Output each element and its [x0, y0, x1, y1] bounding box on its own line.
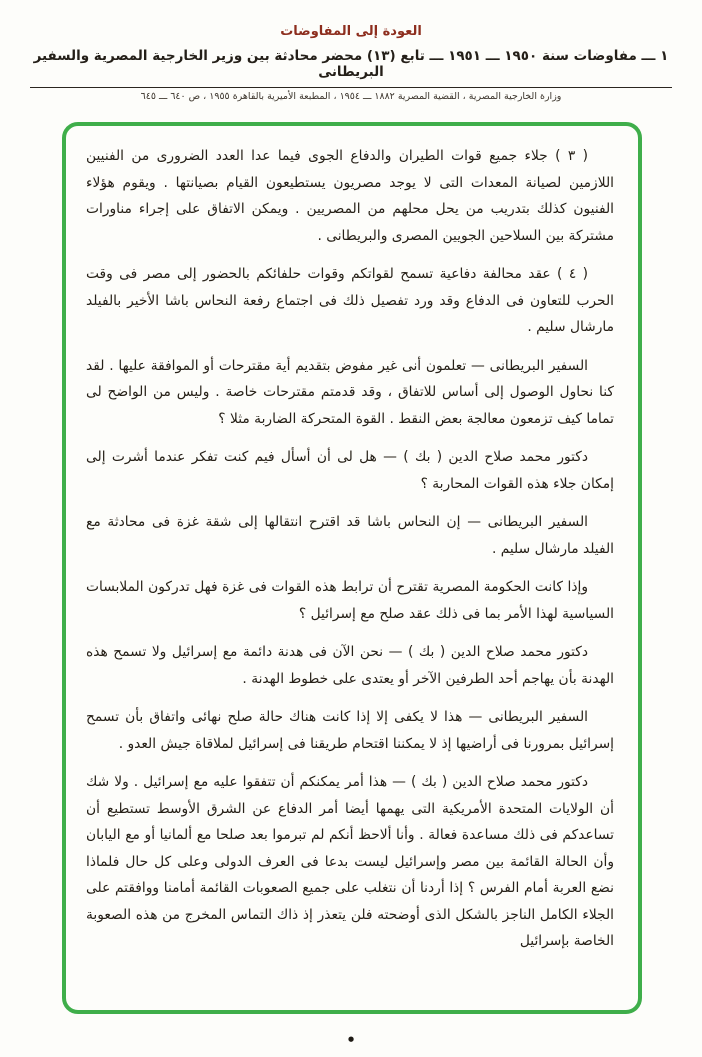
paragraph-clause-3: ( ٣ ) جلاء جميع قوات الطيران والدفاع الجوى فيما عدا العدد الضرورى من الفنيين اللازمين لصيانة المعدات التى لا يوجد مصريون يستطيعون القيام بصيانتها . ويقوم هؤلاء الفنيون كذلك بتدريب من يحل محلهم من المصريين . ويمكن الاتفاق على إجراء مناورات مشتركة بين السلاحين الجويين المصرى والبريطانى . [86, 148, 614, 244]
source-citation: وزارة الخارجية المصرية ، القضية المصرية ١٨٨٢ ـــ ١٩٥٤ ، المطبعة الأميرية بالقاهرة ١٩٥٥ ، ص ٦٤٠ ـــ ٦٤٥ [140, 91, 562, 102]
document-heading: ١ ـــ مفاوضات سنة ١٩٥٠ ـــ ١٩٥١ ـــ تابع (١٣) محضر محادثة بين وزير الخارجية المصرية والسفير البريطانى [33, 48, 669, 80]
page-footer-marker: • [346, 1031, 356, 1049]
paragraph-dr-salah-eldin-2: دكتور محمد صلاح الدين ( بك ) — نحن الآن فى هدنة دائمة مع إسرائيل ولا تسمح هذه الهدنة بأن يهاجم أحد الطرفين الآخر أو يعتدى على خطوط الهدنة . [86, 644, 614, 687]
paragraph-british-ambassador-2: السفير البريطانى — إن النحاس باشا قد اقترح انتقالها إلى شقة غزة فى محادثة مع الفيلد مارشال سليم . [86, 514, 614, 557]
paragraph-british-ambassador-1: السفير البريطانى — تعلمون أنى غير مفوض بتقديم أية مقترحات أو الموافقة عليها . لقد كنا نحاول الوصول إلى أساس للاتفاق ، وقد قدمتم مقترحات خاصة . وليس من الواضح لى تماما كيف تزمعون معالجة بعض النقط . القوة المتحركة الضاربة مثلا ؟ [86, 357, 614, 427]
green-border-frame [62, 122, 642, 1014]
paragraph-dr-salah-eldin-1: دكتور محمد صلاح الدين ( بك ) — هل لى أن أسأل فيم كنت تفكر عندما أشرت إلى إمكان جلاء هذه القوات المحاربة ؟ [86, 449, 614, 492]
paragraph-dr-salah-eldin-3: دكتور محمد صلاح الدين ( بك ) — هذا أمر يمكنكم أن تتفقوا عليه مع إسرائيل . ولا شك أن الولايات المتحدة الأمريكية التى يهمها أيضا أمر الدفاع عن الشرق الأوسط تستطيع أن تساعدكم فى ذلك مساعدة فعالة . وأنا ألاحظ أنكم لم تبرموا بعد صلحا مع ألمانيا أو مع اليابان وأن الحالة القائمة بين مصر وإسرائيل ليست بدعا فى العرف الدولى وعلى كل حال فلماذا نضع العربة أمام الفرس ؟ إذا أردنا أن نتغلب على جميع الصعوبات القائمة أمامنا ووافقتم على الجلاء الكامل الناجز بالشكل الذى أوضحته فلن يتعذر إذ ذاك التماس المخرج من هذه الصعوبة الخاصة بإسرائيل [86, 774, 614, 949]
page-title: العودة إلى المفاوضات [280, 24, 422, 39]
paragraph-british-ambassador-3: السفير البريطانى — هذا لا يكفى إلا إذا كانت هناك حالة صلح نهائى واتفاق بأن تسمح إسرائيل بمرورنا فى أراضيها إذ لا يمكننا اقتحام طريقنا فى إسرائيل لملاقاة جيش العدو . [86, 709, 614, 752]
paragraph-clause-4: ( ٤ ) عقد محالفة دفاعية تسمح لقواتكم وقوات حلفائكم بالحضور إلى مصر فى وقت الحرب للتعاون فى الدفاع وقد ورد تفصيل ذلك فى اجتماع رفعة النحاس باشا الأخير بالفيلد مارشال سليم . [86, 266, 614, 335]
heading-divider [30, 87, 672, 88]
paragraph-ambassador-continuation: وإذا كانت الحكومة المصرية تقترح أن ترابط هذه القوات فى غزة فهل تدركون الملابسات السياسية لهذا الأمر بما فى ذلك عقد صلح مع إسرائيل ؟ [86, 579, 614, 622]
